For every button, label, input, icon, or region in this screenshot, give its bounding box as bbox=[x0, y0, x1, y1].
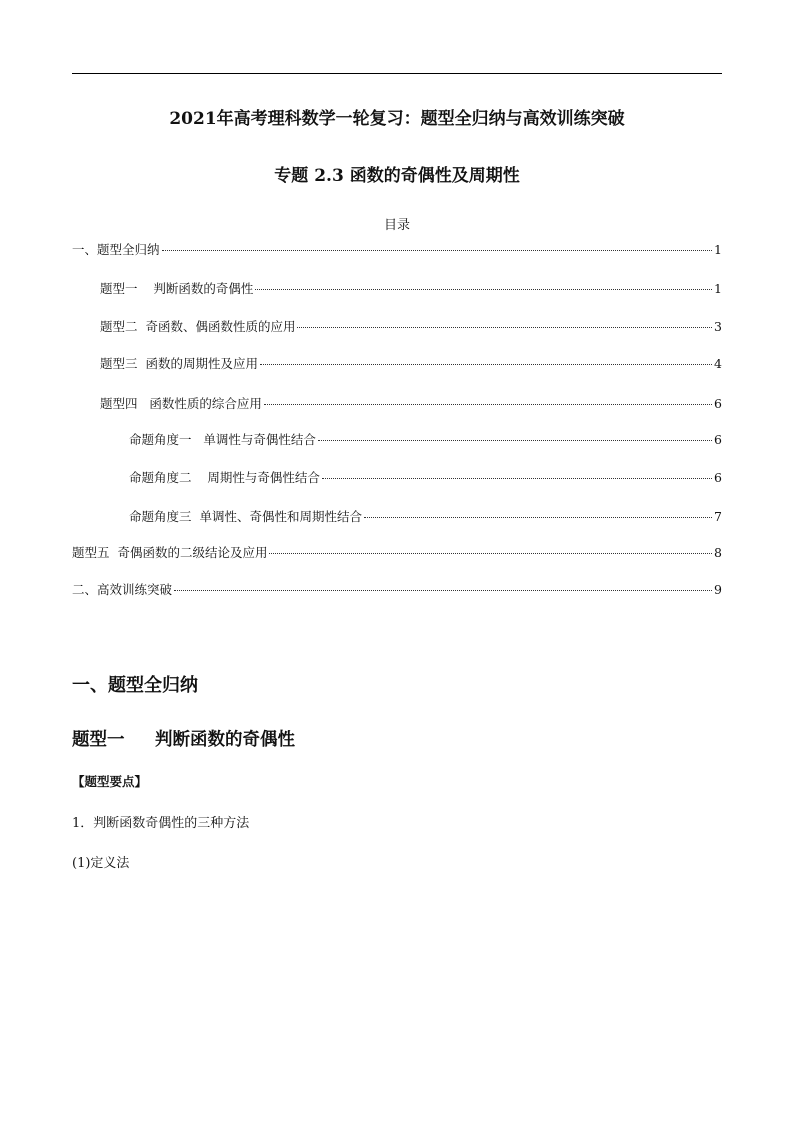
body-paragraph: (1)定义法 bbox=[72, 856, 130, 871]
toc-entry-label: 题型四 函数性质的综合应用 bbox=[100, 396, 262, 411]
toc-entry-label: 题型五 奇偶函数的二级结论及应用 bbox=[72, 545, 268, 560]
toc-entry-type-5[interactable] bbox=[72, 543, 722, 561]
toc-leader-dots bbox=[364, 517, 712, 518]
toc-leader-dots bbox=[260, 364, 712, 365]
toc-entry-type-1[interactable] bbox=[100, 279, 722, 297]
toc-leader-dots bbox=[297, 327, 712, 328]
toc-leader-dots bbox=[255, 289, 712, 290]
key-points-label: 【题型要点】 bbox=[72, 774, 148, 789]
toc-entry-label: 题型三 函数的周期性及应用 bbox=[100, 356, 258, 371]
section-heading: 一、题型全归纳 bbox=[72, 675, 198, 696]
document-title: 2021年高考理科数学一轮复习：题型全归纳与高效训练突破 bbox=[169, 109, 625, 129]
toc-entry-label: 题型一 判断函数的奇偶性 bbox=[100, 281, 254, 296]
toc-leader-dots bbox=[162, 250, 713, 251]
toc-entry-section-1[interactable] bbox=[72, 240, 722, 258]
toc-entry-page: 6 bbox=[714, 396, 722, 411]
toc-entry-type-2[interactable] bbox=[100, 317, 722, 335]
toc-leader-dots bbox=[174, 590, 712, 591]
toc-entry-page: 8 bbox=[714, 545, 722, 560]
toc-entry-section-2[interactable] bbox=[72, 580, 722, 598]
toc-entry-page: 9 bbox=[714, 582, 722, 597]
toc-leader-dots bbox=[269, 553, 712, 554]
toc-entry-angle-3[interactable] bbox=[129, 507, 722, 525]
header-rule bbox=[72, 73, 722, 74]
toc-entry-label: 二、高效训练突破 bbox=[72, 582, 173, 597]
toc-entry-label: 题型二 奇函数、偶函数性质的应用 bbox=[100, 319, 296, 334]
toc-entry-label: 命题角度一 单调性与奇偶性结合 bbox=[129, 432, 316, 447]
toc-entry-page: 4 bbox=[714, 356, 722, 371]
toc-entry-angle-1[interactable] bbox=[129, 430, 722, 448]
toc-leader-dots bbox=[322, 478, 712, 479]
toc-leader-dots bbox=[264, 404, 712, 405]
toc-entry-type-3[interactable] bbox=[100, 354, 722, 372]
toc-entry-label: 命题角度二 周期性与奇偶性结合 bbox=[129, 470, 320, 485]
toc-entry-angle-2[interactable] bbox=[129, 468, 722, 486]
toc-entry-page: 1 bbox=[714, 242, 722, 257]
toc-entry-label: 命题角度三 单调性、奇偶性和周期性结合 bbox=[129, 509, 362, 524]
toc-entry-label: 一、题型全归纳 bbox=[72, 242, 160, 257]
type-heading: 题型一 判断函数的奇偶性 bbox=[72, 730, 295, 750]
toc-entry-page: 3 bbox=[714, 319, 722, 334]
toc-entry-page: 6 bbox=[714, 470, 722, 485]
toc-leader-dots bbox=[318, 440, 712, 441]
toc-heading: 目录 bbox=[383, 218, 410, 233]
toc-entry-page: 7 bbox=[714, 509, 722, 524]
toc-entry-page: 6 bbox=[714, 432, 722, 447]
body-paragraph: 1．判断函数奇偶性的三种方法 bbox=[72, 816, 250, 831]
document-subtitle: 专题 2.3 函数的奇偶性及周期性 bbox=[274, 166, 520, 186]
toc-entry-type-4[interactable] bbox=[100, 394, 722, 412]
toc-entry-page: 1 bbox=[714, 281, 722, 296]
